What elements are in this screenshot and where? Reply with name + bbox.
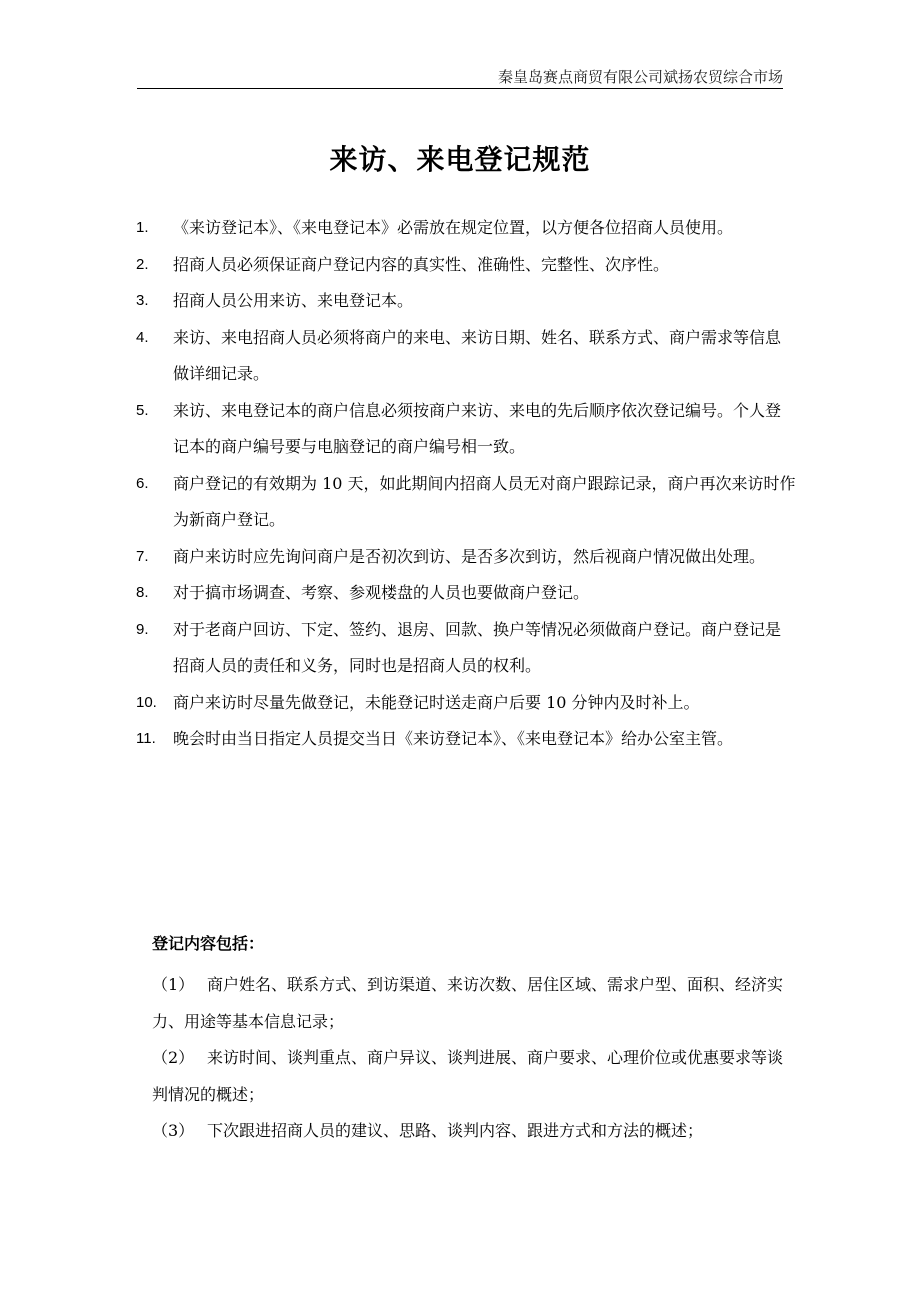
rule-text: 来访、来电招商人员必须将商户的来电、来访日期、姓名、联系方式、商户需求等信息做详细记录。	[173, 327, 782, 383]
rule-item	[136, 466, 796, 539]
content-list	[152, 967, 792, 1150]
rule-number: 3.	[136, 292, 149, 309]
rule-item	[136, 247, 796, 284]
rule-item	[136, 612, 796, 685]
rule-number: 6.	[136, 474, 149, 492]
content-number: （1）	[152, 975, 195, 994]
rule-text: 来访、来电登记本的商户信息必须按商户来访、来电的先后顺序依次登记编号。个人登记本的商户编号要与电脑登记的商户编号相一致。	[173, 400, 782, 456]
rule-item	[136, 393, 796, 466]
rule-text: 商户来访时应先询问商户是否初次到访、是否多次到访，然后视商户情况做出处理。	[173, 546, 766, 566]
header-divider	[137, 88, 783, 89]
content-number: （2）	[152, 1048, 195, 1067]
rule-text: 对于老商户回访、下定、签约、退房、回款、换户等情况必须做商户登记。商户登记是招商人员的责任和义务，同时也是招商人员的权利。	[173, 619, 782, 675]
rule-number: 9.	[136, 620, 149, 638]
rule-number: 4.	[136, 328, 149, 346]
rule-number: 10.	[136, 693, 157, 711]
rule-text: 商户来访时尽量先做登记，未能登记时送走商户后要 10 分钟内及时补上。	[173, 692, 700, 712]
rules-list	[136, 210, 796, 758]
rule-number: 2.	[136, 255, 149, 273]
rule-item	[136, 539, 796, 576]
rule-item	[136, 210, 796, 247]
rule-number: 11.	[136, 730, 156, 747]
rule-text: 《来访登记本》、《来电登记本》必需放在规定位置，以方便各位招商人员使用。	[173, 218, 734, 237]
rule-item	[136, 685, 796, 722]
rule-text: 商户登记的有效期为 10 天，如此期间内招商人员无对商户跟踪记录，商户再次来访时作为新商户登记。	[173, 473, 796, 529]
content-number: （3）	[152, 1121, 195, 1140]
header-company-name: 秦皇岛赛点商贸有限公司斌扬农贸综合市场	[497, 68, 783, 86]
page-title: 来访、来电登记规范	[329, 143, 591, 176]
rule-text: 招商人员必须保证商户登记内容的真实性、准确性、完整性、次序性。	[173, 254, 670, 274]
rule-number: 8.	[136, 584, 149, 601]
content-text: 商户姓名、联系方式、到访渠道、来访次数、居住区域、需求户型、面积、经济实力、用途等基本信息记录；	[152, 975, 784, 1031]
content-item	[152, 1040, 792, 1113]
content-item	[152, 1113, 792, 1150]
rule-number: 5.	[136, 401, 149, 419]
rule-number: 1.	[136, 219, 149, 236]
content-heading: 登记内容包括：	[152, 934, 265, 953]
rule-item	[136, 320, 796, 393]
rule-text: 晚会时由当日指定人员提交当日《来访登记本》、《来电登记本》给办公室主管。	[173, 729, 734, 748]
rule-item	[136, 283, 796, 320]
rule-text: 对于搞市场调查、考察、参观楼盘的人员也要做商户登记。	[173, 583, 590, 602]
rule-number: 7.	[136, 547, 149, 565]
rule-text: 招商人员公用来访、来电登记本。	[173, 291, 414, 310]
content-text: 来访时间、谈判重点、商户异议、谈判进展、商户要求、心理价位或优惠要求等谈判情况的概述；	[152, 1048, 784, 1104]
rule-item	[136, 575, 796, 612]
content-text: 下次跟进招商人员的建议、思路、谈判内容、跟进方式和方法的概述；	[207, 1121, 704, 1140]
content-item	[152, 967, 792, 1040]
rule-item	[136, 721, 796, 758]
